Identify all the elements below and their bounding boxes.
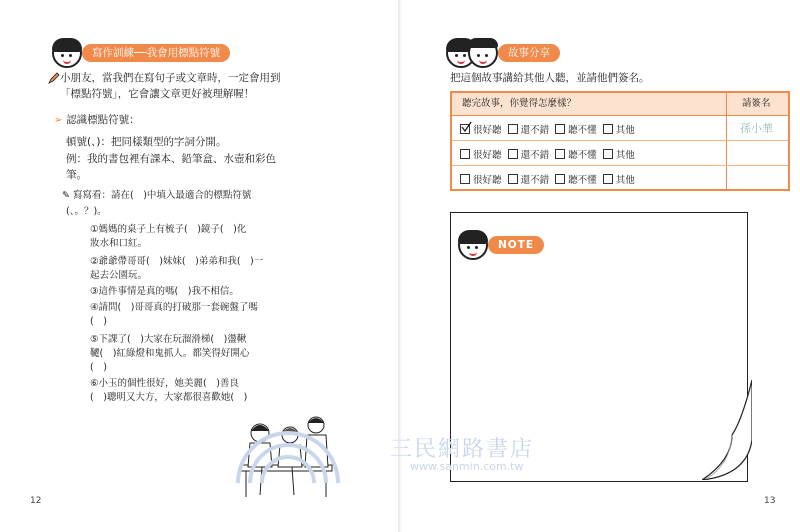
- exercise-item-6: ⑥小玉的個性很好，她美麗( )善良: [90, 378, 239, 389]
- exercise-item-5-end: ( ): [90, 362, 107, 373]
- option-not-bad[interactable]: 還不錯: [508, 150, 550, 161]
- option-dont-understand[interactable]: 聽不懂: [555, 125, 597, 136]
- option-not-bad[interactable]: 還不錯: [508, 125, 550, 136]
- table-head-signature: 請簽名: [742, 98, 771, 109]
- signature-handwritten: 孫小華: [740, 122, 773, 135]
- exercise-item-4: ④請問( )哥哥真的打破那一套碗盤了嗎: [90, 302, 258, 313]
- watermark-logo-icon: [228, 425, 348, 485]
- exercise-item-3: ③這件事情是真的嗎( )我不相信。: [90, 286, 239, 297]
- option-very-good[interactable]: 很好聽: [460, 125, 502, 136]
- section-title: ➢ 認識標點符號：: [54, 114, 140, 126]
- option-not-bad[interactable]: 還不錯: [508, 175, 550, 186]
- boy-face-icon: [468, 38, 498, 68]
- option-other[interactable]: 其他: [603, 150, 635, 161]
- checkmark-icon: [460, 121, 472, 133]
- watermark-url: www.sanmin.com.tw: [410, 460, 524, 473]
- girl-face-icon: [52, 38, 82, 68]
- exercise-item-1: ①媽媽的桌子上有梳子( )鏡子( )化: [90, 224, 247, 235]
- exercise-item-1-cont: 妝水和口紅。: [90, 238, 148, 249]
- exercise-title: ✎ 寫寫看：請在( )中填入最適合的標點符號: [62, 190, 252, 201]
- option-dont-understand[interactable]: 聽不懂: [555, 150, 597, 161]
- right-header-title: 故事分享: [498, 44, 560, 62]
- exercise-item-4-cont: ( ): [90, 316, 107, 327]
- exercise-subtitle: (、。？)。: [66, 206, 107, 217]
- option-very-good[interactable]: 很好聽: [460, 150, 502, 161]
- intro-line-1: 小朋友，當我們在寫句子或文章時，一定會用到: [60, 72, 281, 84]
- left-header-title: 寫作訓練──我會用標點符號: [82, 44, 230, 62]
- example-line-1: 例：我的書包裡有課本、鉛筆盒、水壺和彩色: [66, 153, 276, 165]
- note-label: NOTE: [488, 236, 544, 254]
- arrow-icon: ➢: [54, 114, 67, 126]
- example-line-2: 筆。: [66, 169, 87, 181]
- watermark-text: 三民網路書店: [390, 437, 535, 462]
- rating-row: [460, 147, 635, 161]
- page-curl-icon: [702, 380, 752, 480]
- intro-line-2: 「標點符號」，它會讓文章更好被理解喔！: [60, 88, 255, 100]
- exercise-item-5-cont: 韆( )紅綠燈和鬼抓人。都笑得好開心: [90, 348, 250, 359]
- table-head-question: 聽完故事，你覺得怎麼樣？: [462, 98, 577, 109]
- exercise-item-6-cont: ( )聰明又大方，大家都很喜歡她( ): [90, 392, 248, 403]
- exercise-item-2-cont: 起去公園玩。: [90, 270, 148, 281]
- page-number-right: 13: [764, 496, 776, 506]
- option-other[interactable]: 其他: [603, 175, 635, 186]
- exercise-item-5: ⑤下課了( )大家在玩溜滑梯( )盪鞦: [90, 334, 247, 345]
- option-other[interactable]: 其他: [603, 125, 635, 136]
- definition-line: 頓號(、)：把同樣類型的字詞分開。: [66, 136, 227, 148]
- option-dont-understand[interactable]: 聽不懂: [555, 175, 597, 186]
- rating-row: [460, 122, 635, 136]
- rating-row: [460, 172, 635, 186]
- share-instruction: 把這個故事講給其他人聽，並請他們簽名。: [450, 72, 650, 84]
- girl-face-icon: [458, 230, 488, 260]
- option-very-good[interactable]: 很好聽: [460, 175, 502, 186]
- page-number-left: 12: [30, 496, 42, 506]
- pencil-icon: [48, 72, 60, 84]
- exercise-item-2: ②爺爺帶哥哥( )妹妹( )弟弟和我( )一: [90, 256, 264, 267]
- rating-table: [450, 91, 790, 191]
- pencil-icon: ✎: [62, 190, 73, 201]
